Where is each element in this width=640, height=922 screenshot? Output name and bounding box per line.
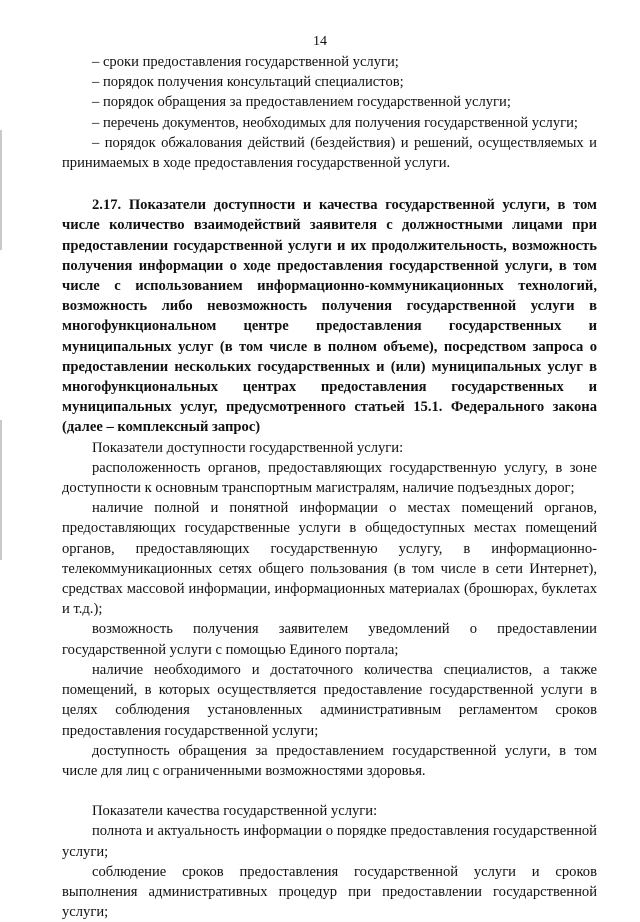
scan-edge-mark xyxy=(0,420,2,560)
page-number: 14 xyxy=(313,34,327,49)
quality-item: соблюдение сроков предоставления государственной услуги и сроков выполнения административных процедур при предоставлении государственной услуги; xyxy=(62,863,597,921)
scan-edge-mark xyxy=(0,130,2,250)
list-item: – порядок обжалования действий (бездействия) и решений, осуществляемых и принимаемых в ходе предоставления государственной услуги. xyxy=(62,134,597,172)
document-body xyxy=(62,52,597,922)
accessibility-item: наличие необходимого и достаточного количества специалистов, а также помещений, в которых осуществляется предоставление государственной услуги в целях соблюдения установленных административным регламентом сроков предоставления государственной услуги; xyxy=(62,661,597,739)
spacer xyxy=(62,781,597,801)
quality-item: полнота и актуальность информации о порядке предоставления государственной услуги; xyxy=(62,823,597,860)
list-item: – перечень документов, необходимых для получения государственной услуги; xyxy=(92,114,578,131)
quality-title: Показатели качества государственной услуги: xyxy=(92,803,378,820)
accessibility-item: доступность обращения за предоставлением государственной услуги, в том числе для лиц с ограниченными возможностями здоровья. xyxy=(62,742,597,779)
list-item: – порядок получения консультаций специалистов; xyxy=(92,74,404,91)
accessibility-item: наличие полной и понятной информации о местах помещений органов, предоставляющих государственные услуги в общедоступных местах помещений органов, предоставляющих государственную услугу, в информационно-телекоммуникационных сетях общего пользования (в том числе в сети Интернет), средствах массовой информации, информационных материалах (брошюрах, буклетах и т.д.); xyxy=(62,500,597,618)
accessibility-item: возможность получения заявителем уведомлений о предоставлении государственной услуги с помощью Единого портала; xyxy=(62,621,597,658)
list-item: – сроки предоставления государственной услуги; xyxy=(92,54,399,70)
accessibility-title: Показатели доступности государственной услуги: xyxy=(92,439,404,456)
list-item: – порядок обращения за предоставлением государственной услуги; xyxy=(92,94,511,111)
accessibility-item: расположенность органов, предоставляющих государственную услугу, в зоне доступности к основным транспортным магистралям, наличие подъездных дорог; xyxy=(62,459,597,497)
section-heading: 2.17. Показатели доступности и качества государственной услуги, в том числе количество взаимодействий заявителя с должностными лицами при предоставлении государственной услуги и их продолжительность, возможность получения информации о ходе предоставления государственной услуги, в том числе с использованием информационно-коммуникационных технологий, возможность либо невозможность получения государственной услуги в многофункциональном центре предоставления государственных и муниципальных услуг (в том числе в полном объеме), посредством запроса о предоставлении нескольких государственных и (или) муниципальных услуг в многофункциональных центрах предоставления государственных и муниципальных услуг, предусмотренного статьей 15.1. Федерального закона (далее – комплексный запрос) xyxy=(62,197,597,436)
